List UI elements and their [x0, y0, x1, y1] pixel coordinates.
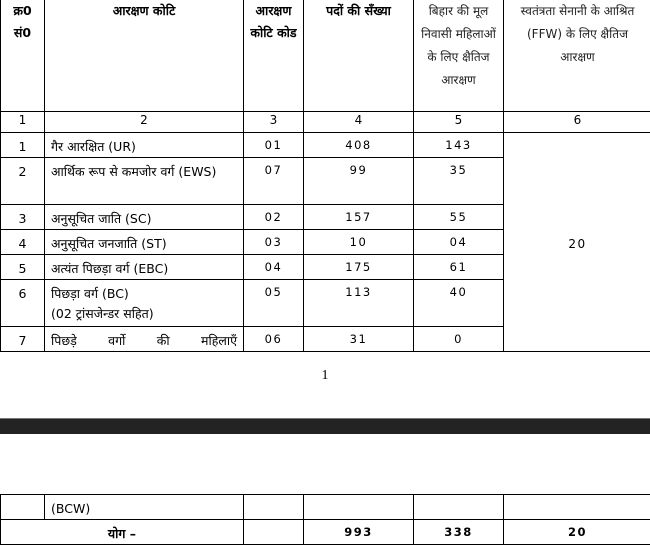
empty-cell — [504, 495, 650, 520]
sno: 1 — [1, 133, 45, 158]
category-note: (02 ट्रांसजेन्डर सहित) — [51, 304, 237, 324]
posts: 31 — [304, 327, 414, 352]
col-num: 3 — [244, 112, 304, 133]
category: गैर आरक्षित (UR) — [45, 133, 244, 158]
empty-cell — [244, 520, 304, 545]
table-row — [1, 133, 650, 158]
total-label: योग – — [1, 520, 244, 545]
header-sno: क्र0 सं0 — [1, 0, 45, 112]
header-women: बिहार की मूल निवासी महिलाओं के लिए क्षैतिज आरक्षण — [414, 0, 504, 112]
women: 0 — [414, 327, 504, 352]
col-num: 5 — [414, 112, 504, 133]
empty-cell — [1, 495, 45, 520]
sno: 2 — [1, 158, 45, 205]
empty-cell — [244, 495, 304, 520]
category: अत्यंत पिछड़ा वर्ग (EBC) — [45, 255, 244, 280]
total-ffw: 20 — [504, 520, 650, 545]
column-number-row — [1, 112, 650, 133]
page-break-divider — [0, 418, 650, 434]
women: 143 — [414, 133, 504, 158]
posts: 157 — [304, 205, 414, 230]
category: अनुसूचित जनजाति (ST) — [45, 230, 244, 255]
col-num: 6 — [504, 112, 650, 133]
sno: 4 — [1, 230, 45, 255]
total-women: 338 — [414, 520, 504, 545]
code: 05 — [244, 280, 304, 327]
empty-cell — [304, 495, 414, 520]
women: 55 — [414, 205, 504, 230]
header-code: आरक्षण कोटि कोड — [244, 0, 304, 112]
total-row — [1, 520, 650, 545]
code: 02 — [244, 205, 304, 230]
category: पिछड़े वर्गो की महिलाएँ — [45, 327, 244, 352]
code: 06 — [244, 327, 304, 352]
posts: 10 — [304, 230, 414, 255]
reservation-table-continued — [0, 494, 650, 545]
header-posts: पदों की सँख्या — [304, 0, 414, 112]
header-category: आरक्षण कोटि — [45, 0, 244, 112]
sno: 7 — [1, 327, 45, 352]
women: 61 — [414, 255, 504, 280]
code: 04 — [244, 255, 304, 280]
women: 40 — [414, 280, 504, 327]
col-num: 2 — [45, 112, 244, 133]
category-main: पिछड़ा वर्ग (BC) — [51, 284, 237, 304]
page-number: 1 — [0, 368, 650, 384]
posts: 408 — [304, 133, 414, 158]
posts: 99 — [304, 158, 414, 205]
posts: 113 — [304, 280, 414, 327]
total-posts: 993 — [304, 520, 414, 545]
women: 04 — [414, 230, 504, 255]
sno: 5 — [1, 255, 45, 280]
category: अनुसूचित जाति (SC) — [45, 205, 244, 230]
empty-cell — [414, 495, 504, 520]
category-continuation: (BCW) — [45, 495, 244, 520]
sno: 6 — [1, 280, 45, 327]
category — [45, 280, 244, 327]
women: 35 — [414, 158, 504, 205]
col-num: 4 — [304, 112, 414, 133]
col-num: 1 — [1, 112, 45, 133]
category: आर्थिक रूप से कमजोर वर्ग (EWS) — [45, 158, 244, 205]
header-row — [1, 0, 650, 112]
posts: 175 — [304, 255, 414, 280]
code: 03 — [244, 230, 304, 255]
sno: 3 — [1, 205, 45, 230]
code: 07 — [244, 158, 304, 205]
table-row — [1, 495, 650, 520]
header-ffw: स्वतंत्रता सेनानी के आश्रित (FFW) के लिए क्षैतिज आरक्षण — [504, 0, 650, 112]
ffw-value: 20 — [504, 133, 650, 352]
code: 01 — [244, 133, 304, 158]
